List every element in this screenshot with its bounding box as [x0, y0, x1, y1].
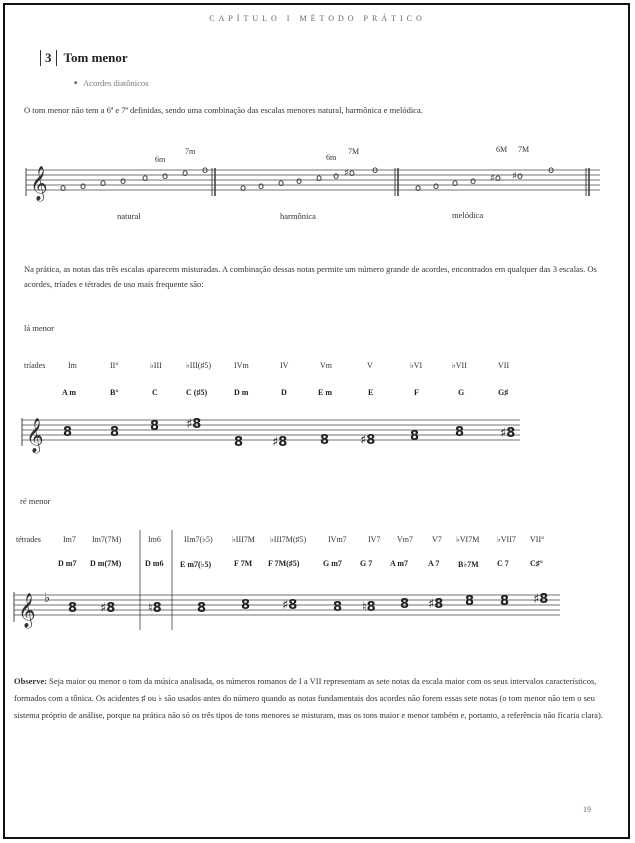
- svg-text:♯8: ♯8: [282, 598, 298, 613]
- chord-6: E m: [318, 388, 332, 397]
- re-menor-heading: ré menor: [20, 496, 51, 506]
- t-roman-11: ♭VII7: [497, 535, 516, 544]
- mark-7m: 7m: [185, 147, 196, 156]
- t-chord-2: D m6: [145, 559, 164, 568]
- svg-text:o: o: [278, 178, 285, 189]
- scale-label-natural: natural: [117, 211, 141, 221]
- tetrads-staff: [14, 530, 560, 630]
- roman-2: ♭III: [150, 361, 162, 370]
- svg-text:o: o: [333, 171, 340, 182]
- t-chord-4: F 7M: [234, 559, 253, 568]
- roman-1: II°: [110, 361, 119, 370]
- svg-text:♯8: ♯8: [500, 426, 516, 441]
- svg-text:♯o: ♯o: [512, 171, 523, 182]
- flat-key-signature-icon: ♭: [44, 590, 51, 605]
- svg-text:o: o: [296, 176, 303, 187]
- roman-0: Im: [68, 361, 77, 370]
- t-chord-1: D m(7M): [90, 559, 122, 568]
- t-chord-3: E m7(♭5): [180, 560, 212, 569]
- svg-text:o: o: [372, 165, 379, 176]
- t-chord-7: G 7: [360, 559, 373, 568]
- svg-text:o: o: [452, 178, 459, 189]
- svg-text:o: o: [100, 178, 107, 189]
- mark-6m: 6m: [155, 155, 166, 164]
- chord-7: E: [368, 388, 374, 397]
- observe-text: Seja maior ou menor o tom da música analisada, os números romanos de I a VII representam as sete notas da escala maior com os seus intervalos característicos, formados com a tônica. Os acidentes ♯ ou ♭ são usados antes do número quando as notas fundamentais dos acordes não forem essas sete notas (o tom menor não tem o seu sistema próprio de análise, porque na prática não só os três tipos de tons menores se misturam, mas os tons maior e menor também e, portanto, a referência não ficaria clara).: [14, 676, 603, 720]
- t-chord-5: F 7M(♯5): [268, 559, 300, 568]
- svg-text:8: 8: [333, 600, 343, 615]
- t-chord-6: G m7: [323, 559, 342, 568]
- running-head: CAPÍTULO I MÉTODO PRÁTICO: [209, 14, 426, 23]
- intro-paragraph: O tom menor não tem a 6ª e 7ª definidas, sendo uma combinação das escalas menores natural, harmônica e melódica.: [24, 105, 423, 115]
- t-roman-3: IIm7(♭5): [184, 535, 213, 544]
- svg-text:o: o: [258, 181, 265, 192]
- svg-text:o: o: [240, 183, 247, 194]
- roman-10: VII: [498, 361, 510, 370]
- svg-text:8: 8: [63, 425, 73, 440]
- svg-text:o: o: [433, 181, 440, 192]
- svg-text:o: o: [415, 183, 422, 194]
- chord-10: G♯: [498, 388, 509, 397]
- chord-8: F: [414, 388, 419, 397]
- page-number: 19: [583, 805, 591, 814]
- t-chord-0: D m7: [58, 559, 77, 568]
- roman-9: ♭VII: [452, 361, 467, 370]
- t-roman-1: Im7(7M): [92, 535, 122, 544]
- triad-chords: [63, 417, 515, 450]
- mark-6M: 6M: [496, 145, 508, 154]
- svg-text:8: 8: [465, 594, 475, 609]
- t-chord-12: C♯°: [530, 559, 543, 568]
- observe-title: Observe:: [14, 676, 48, 686]
- svg-text:♯8: ♯8: [272, 435, 288, 450]
- treble-clef-icon-2: 𝄞: [26, 418, 44, 453]
- roman-3: ♭III(♯5): [186, 361, 212, 370]
- svg-text:8: 8: [68, 601, 78, 616]
- svg-text:o: o: [182, 168, 189, 179]
- chord-3: C (♯5): [186, 388, 208, 397]
- t-roman-9: V7: [432, 535, 442, 544]
- svg-text:8: 8: [110, 425, 120, 440]
- la-menor-heading: lá menor: [24, 323, 54, 333]
- svg-text:♮8: ♮8: [148, 601, 162, 616]
- svg-text:8: 8: [234, 435, 244, 450]
- chord-0: A m: [62, 388, 76, 397]
- chord-2: C: [152, 388, 158, 397]
- chord-1: B°: [110, 388, 119, 397]
- svg-text:o: o: [80, 181, 87, 192]
- triads-staff: [22, 418, 520, 446]
- svg-text:8: 8: [197, 601, 207, 616]
- roman-4: IVm: [234, 361, 249, 370]
- section-number: 3: [40, 50, 57, 66]
- t-roman-4: ♭III7M: [232, 535, 255, 544]
- t-chord-9: A 7: [428, 559, 440, 568]
- t-chord-11: C 7: [497, 559, 509, 568]
- t-roman-2: Im6: [148, 535, 161, 544]
- t-roman-0: Im7: [63, 535, 76, 544]
- section-title-text: Tom menor: [63, 50, 128, 65]
- roman-8: ♭VI: [410, 361, 423, 370]
- t-roman-8: Vm7: [397, 535, 413, 544]
- svg-text:♯o: ♯o: [490, 173, 501, 184]
- t-chord-8: A m7: [390, 559, 408, 568]
- roman-6: Vm: [320, 361, 332, 370]
- scale-label-harmonic: harmônica: [280, 211, 316, 221]
- mark-6m-2: 6m: [326, 153, 337, 162]
- svg-text:8: 8: [320, 433, 330, 448]
- tetrads-row-label: tétrades: [16, 535, 41, 544]
- svg-text:8: 8: [410, 429, 420, 444]
- practice-paragraph: Na prática, as notas das três escalas aparecem misturadas. A combinação dessas notas permite um número grande de acordes, encontrados em qualquer das 3 escalas. Os acordes, tríades e tétrades de uso mais frequente são:: [24, 264, 597, 289]
- t-roman-7: IV7: [368, 535, 381, 544]
- t-roman-12: VII°: [530, 535, 545, 544]
- svg-text:o: o: [470, 176, 477, 187]
- observe-paragraph: [14, 673, 608, 724]
- mark-7M: 7M: [348, 147, 360, 156]
- t-roman-6: IVm7: [328, 535, 347, 544]
- svg-text:8: 8: [400, 597, 410, 612]
- t-chord-10: B♭7M: [458, 560, 479, 569]
- svg-text:8: 8: [455, 425, 465, 440]
- svg-text:♯8: ♯8: [186, 417, 202, 432]
- svg-text:o: o: [162, 171, 169, 182]
- treble-clef-icon-3: 𝄞: [18, 593, 36, 628]
- subtitle: ■ Acordes diatônicos: [74, 78, 148, 88]
- treble-clef-icon: 𝄞: [30, 166, 48, 201]
- svg-text:♯8: ♯8: [533, 592, 549, 607]
- triads-row-label: tríades: [24, 361, 46, 370]
- scale-label-melodic: melódica: [452, 210, 484, 220]
- chord-5: D: [281, 388, 287, 397]
- svg-text:♯8: ♯8: [428, 597, 444, 612]
- svg-text:o: o: [548, 165, 555, 176]
- svg-text:8: 8: [241, 598, 251, 613]
- svg-text:♮8: ♮8: [362, 600, 376, 615]
- svg-text:♯o: ♯o: [344, 168, 355, 179]
- svg-text:♯8: ♯8: [360, 433, 376, 448]
- svg-text:o: o: [202, 165, 209, 176]
- svg-text:o: o: [120, 176, 127, 187]
- t-roman-5: ♭III7M(♯5): [270, 535, 307, 544]
- chord-9: G: [458, 388, 465, 397]
- roman-7: V: [367, 361, 373, 370]
- svg-text:♯8: ♯8: [100, 601, 116, 616]
- mark-7M-2: 7M: [518, 145, 530, 154]
- roman-5: IV: [280, 361, 289, 370]
- chord-4: D m: [234, 388, 249, 397]
- svg-text:o: o: [60, 183, 67, 194]
- svg-text:o: o: [142, 173, 149, 184]
- svg-text:8: 8: [500, 594, 510, 609]
- svg-text:8: 8: [150, 419, 160, 434]
- t-roman-10: ♭VI7M: [456, 535, 480, 544]
- svg-text:o: o: [316, 173, 323, 184]
